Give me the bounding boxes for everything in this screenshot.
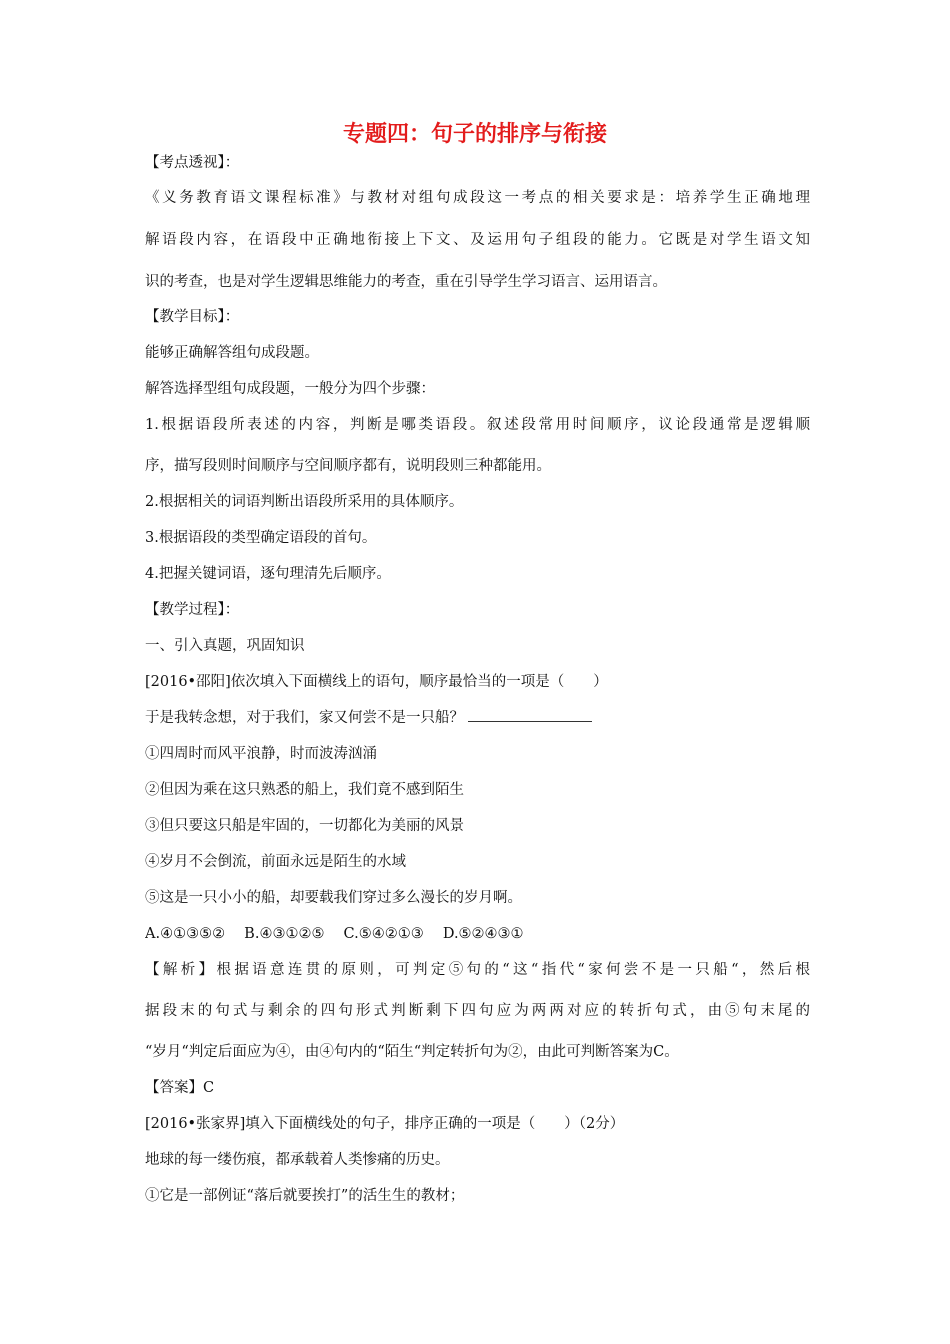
- section-heading-teaching-goals: 【教学目标】：: [145, 309, 240, 325]
- question-stem: [2016•邵阳]依次填入下面横线上的语句，顺序最恰当的一项是（ ）: [145, 674, 608, 690]
- sentence-option: ③但只要这只船是牢固的，一切都化为美丽的风景: [145, 818, 464, 834]
- paragraph-line: 解答选择型组句成段题，一般分为四个步骤：: [145, 381, 435, 397]
- section-heading-teaching-process: 【教学过程】：: [145, 602, 240, 618]
- question-prompt: [145, 707, 810, 729]
- paragraph-line: 《义务教育语文课程标准》与教材对组句成段这一考点的相关要求是：培养学生正确地理: [145, 190, 810, 206]
- step-item: 4.把握关键词语，逐句理清先后顺序。: [145, 566, 391, 582]
- answer-blank: [468, 707, 592, 722]
- paragraph-line: 识的考查，也是对学生逻辑思维能力的考查，重在引导学生学习语言、运用语言。: [145, 274, 667, 290]
- question-prompt-text: 于是我转念想，对于我们，家又何尝不是一只船？: [145, 710, 464, 726]
- step-item: 3.根据语段的类型确定语段的首句。: [145, 530, 377, 546]
- step-item: 1.根据语段所表述的内容，判断是哪类语段。叙述段常用时间顺序，议论段通常是逻辑顺: [145, 417, 810, 433]
- section-heading-exam-points: 【考点透视】：: [145, 155, 240, 171]
- paragraph-line: 能够正确解答组句成段题。: [145, 345, 319, 361]
- page-title: 专题四：句子的排序与衔接: [342, 122, 607, 147]
- answer-line: 【答案】C: [145, 1080, 215, 1096]
- subsection-heading: 一、引入真题，巩固知识: [145, 638, 305, 654]
- analysis-line: 据段末的句式与剩余的四句形式判断剩下四句应为两两对应的转折句式，由⑤句末尾的: [145, 1003, 810, 1019]
- step-item: 2.根据相关的词语判断出语段所采用的具体顺序。: [145, 494, 464, 510]
- question-prompt: 地球的每一缕伤痕，都承载着人类惨痛的历史。: [145, 1152, 450, 1168]
- sentence-option: ②但因为乘在这只熟悉的船上，我们竟不感到陌生: [145, 782, 464, 798]
- sentence-option: ①它是一部例证“落后就要挨打”的活生生的教材；: [145, 1188, 465, 1204]
- paragraph-line: 解语段内容，在语段中正确地衔接上下文、及运用句子组段的能力。它既是对学生语文知: [145, 232, 810, 248]
- sentence-option: ④岁月不会倒流，前面永远是陌生的水域: [145, 854, 406, 870]
- sentence-option: ①四周时而风平浪静，时而波涛汹涌: [145, 746, 377, 762]
- analysis-line: 【解析】根据语意连贯的原则，可判定⑤句的“这“指代“家何尝不是一只船“，然后根: [145, 962, 810, 978]
- sentence-option: ⑤这是一只小小的船，却要载我们穿过多么漫长的岁月啊。: [145, 890, 522, 906]
- question-stem: [2016•张家界]填入下面横线处的句子，排序正确的一项是（ ）（2分）: [145, 1116, 625, 1132]
- analysis-line: “岁月“判定后面应为④，由④句内的“陌生“判定转折句为②，由此可判断答案为C。: [145, 1044, 679, 1060]
- step-item-continued: 序，描写段则时间顺序与空间顺序都有，说明段则三种都能用。: [145, 458, 551, 474]
- answer-choices: A.④①③⑤② B.④③①②⑤ C.⑤④②①③ D.⑤②④③①: [145, 926, 524, 942]
